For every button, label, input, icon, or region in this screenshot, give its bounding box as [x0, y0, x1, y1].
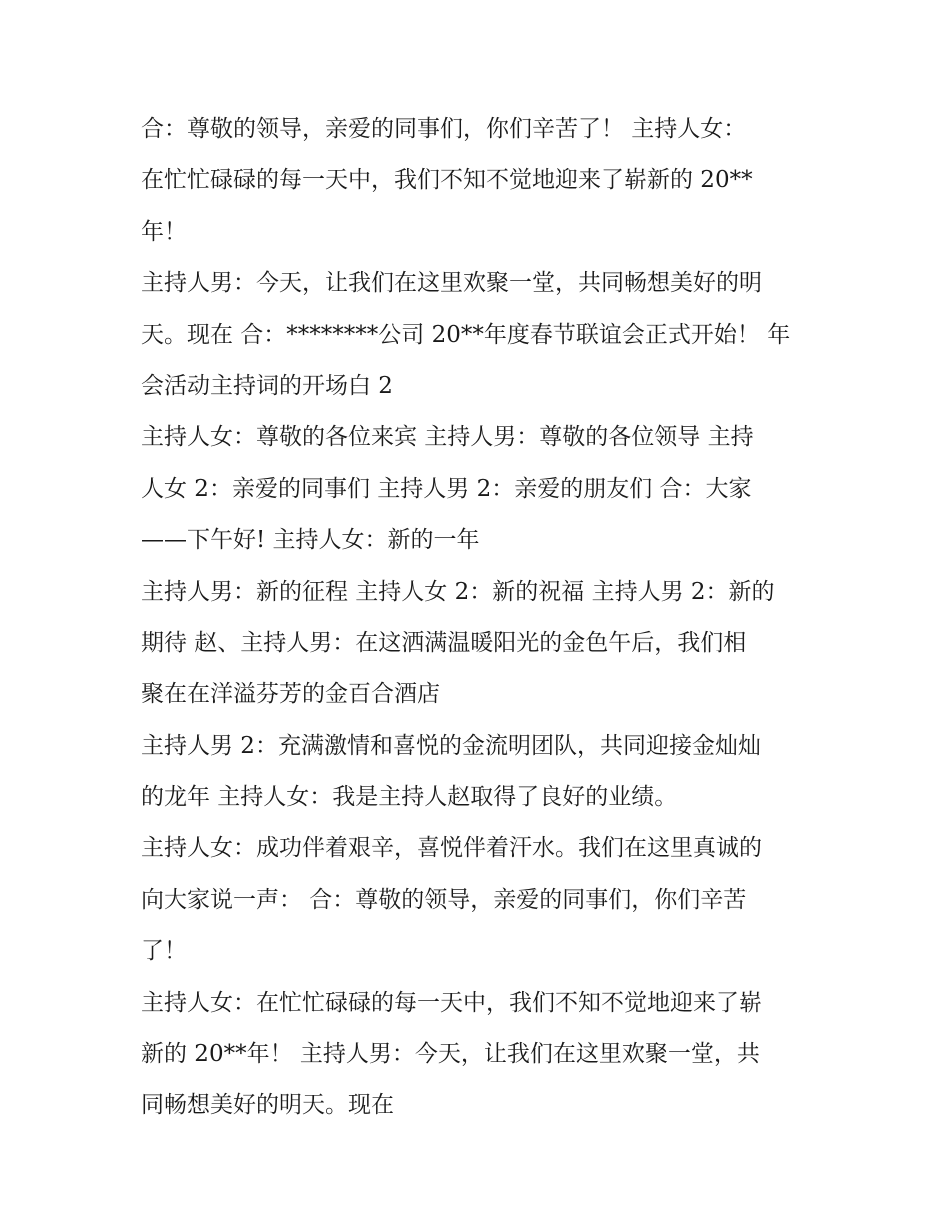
text-line: 人女 2：亲爱的同事们 主持人男 2：亲爱的朋友们 合：大家 — [141, 475, 752, 502]
text-line: 天。现在 合：********公司 20**年度春节联谊会正式开始！ 年 — [141, 321, 791, 348]
text-line: 主持人男 2：充满激情和喜悦的金流明团队，共同迎接金灿灿 — [141, 732, 761, 759]
text-line: 同畅想美好的明天。现在 — [141, 1092, 394, 1119]
text-line: 聚在在洋溢芬芳的金百合酒店 — [141, 681, 440, 708]
text-line: 在忙忙碌碌的每一天中，我们不知不觉地迎来了崭新的 20** — [141, 167, 753, 194]
text-line: ——下午好! 主持人女：新的一年 — [141, 527, 480, 554]
text-line: 的龙年 主持人女：我是主持人赵取得了良好的业绩。 — [141, 784, 678, 811]
text-line: 会活动主持词的开场白 2 — [141, 372, 393, 399]
text-line: 主持人男：新的征程 主持人女 2：新的祝福 主持人男 2：新的 — [141, 578, 775, 605]
text-line: 主持人男：今天，让我们在这里欢聚一堂，共同畅想美好的明 — [141, 270, 762, 297]
text-line: 主持人女：在忙忙碌碌的每一天中，我们不知不觉地迎来了崭 — [141, 989, 762, 1016]
document-body — [141, 104, 813, 1132]
text-line: 主持人女：尊敬的各位来宾 主持人男：尊敬的各位领导 主持 — [141, 424, 754, 451]
text-line: 了！ — [141, 938, 187, 965]
text-line: 主持人女：成功伴着艰辛，喜悦伴着汗水。我们在这里真诚的 — [141, 835, 762, 862]
text-line: 新的 20**年！ 主持人男：今天，让我们在这里欢聚一堂，共 — [141, 1041, 760, 1068]
text-line: 合：尊敬的领导，亲爱的同事们，你们辛苦了！ 主持人女： — [141, 116, 747, 142]
text-line: 期待 赵、主持人男：在这洒满温暖阳光的金色午后，我们相 — [141, 629, 747, 656]
text-line: 年！ — [141, 218, 187, 245]
text-line: 向大家说一声： 合：尊敬的领导，亲爱的同事们，你们辛苦 — [141, 886, 747, 913]
